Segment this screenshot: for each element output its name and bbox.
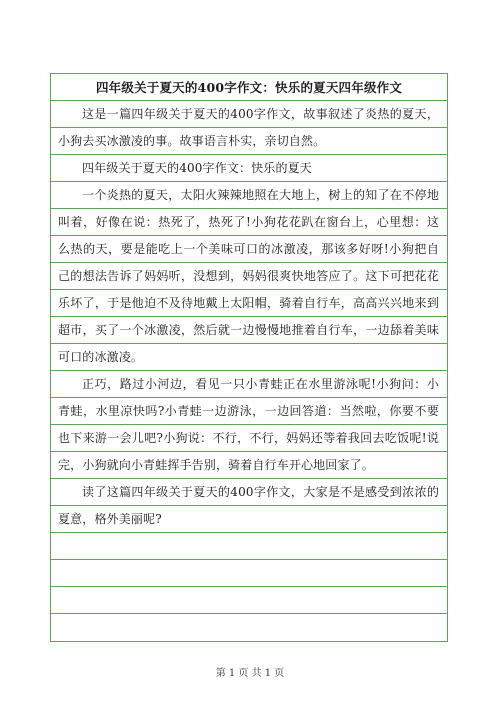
blank-ruled-row: [51, 533, 447, 560]
essay-title: 四年级关于夏天的400字作文：快乐的夏天四年级作文: [51, 74, 447, 101]
blank-ruled-row: [51, 560, 447, 587]
page-number-footer: 第 1 页 共 1 页: [215, 668, 285, 679]
blank-ruled-row: [51, 587, 447, 614]
essay-sheet: [50, 73, 448, 642]
blank-ruled-row: [51, 614, 447, 641]
intro-paragraph: 这是一篇四年级关于夏天的400字作文，故事叙述了炎热的夏天，小狗去买冰激凌的事。故事语言朴实，亲切自然。: [51, 101, 447, 155]
closing-paragraph: 读了这篇四年级关于夏天的400字作文，大家是不是感受到浓浓的夏意，格外美丽呢?: [51, 479, 447, 533]
subtitle-paragraph: 四年级关于夏天的400字作文：快乐的夏天: [51, 155, 447, 182]
body-paragraph-1: 一个炎热的夏天，太阳火辣辣地照在大地上，树上的知了在不停地叫着，好像在说：热死了，热死了!小狗花花趴在窗台上，心里想：这么热的天，要是能吃上一个美味可口的冰激凌，那该多好呀!小狗把自己的想法告诉了妈妈听，没想到，妈妈很爽快地答应了。这下可把花花乐坏了，于是他迫不及待地戴上太阳帽，骑着自行车，高高兴兴地来到超市，买了一个冰激凌，然后就一边慢慢地推着自行车，一边舔着美味可口的冰激凌。: [51, 182, 447, 371]
body-paragraph-2: 正巧，路过小河边，看见一只小青蛙正在水里游泳呢!小狗问：小青蛙，水里凉快吗?小青蛙一边游泳，一边回答道：当然啦，你要不要也下来游一会儿吧?小狗说：不行，不行，妈妈还等着我回去吃饭呢!说完，小狗就向小青蛙挥手告别，骑着自行车开心地回家了。: [51, 371, 447, 479]
